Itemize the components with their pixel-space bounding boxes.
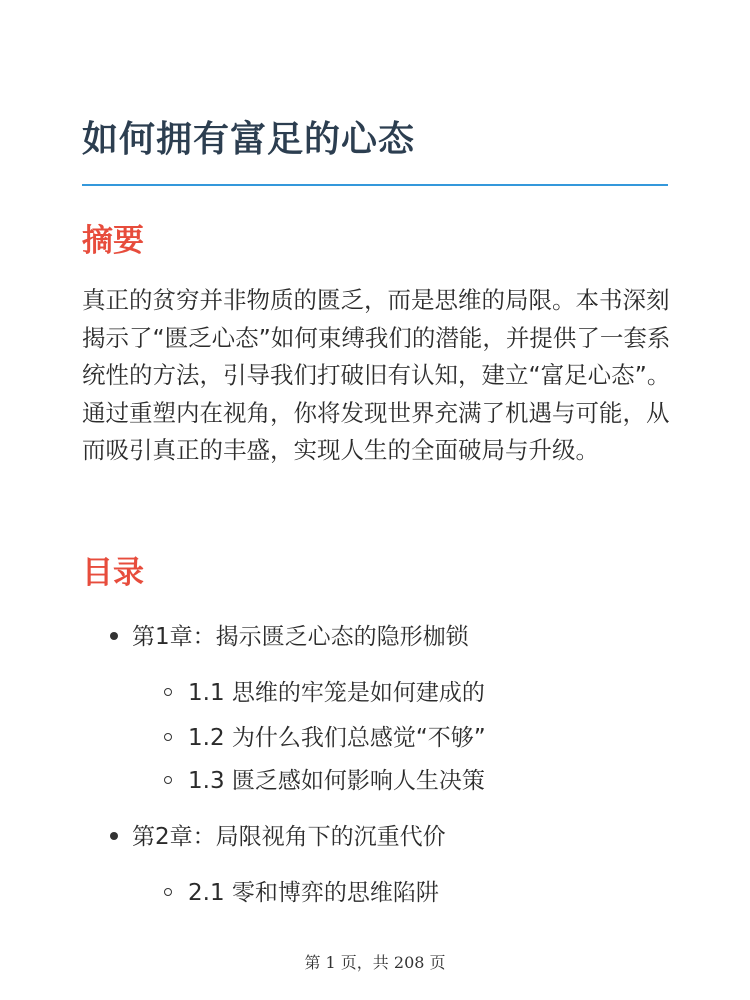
abstract-paragraph: 真正的贫穷并非物质的匮乏，而是思维的局限。本书深刻揭示了“匮乏心态”如何束缚我们的潜能，并提供了一套系统性的方法，引导我们打破旧有认知，建立“富足心态”。通过重塑内在视角，你将发现世界充满了机遇与可能，从而吸引真正的丰盛，实现人生的全面破局与升级。 [82,286,671,464]
toc-chapter-label: 第1章：揭示匮乏心态的隐形枷锁 [132,624,469,650]
toc-chapter-1 [110,620,469,654]
bullet-icon [110,832,118,840]
toc-section-label: 1.3 匮乏感如何影响人生决策 [188,768,485,794]
toc-section-1-2 [164,721,486,755]
toc-section-1-1 [164,676,485,710]
toc-section-1-3 [164,764,485,798]
toc-section-2-1 [164,876,439,910]
circle-bullet-icon [164,888,172,896]
toc-chapter-label: 第2章：局限视角下的沉重代价 [132,824,446,850]
toc-heading: 目录 [82,555,144,591]
toc-section-label: 1.1 思维的牢笼是如何建成的 [188,680,485,706]
toc-section-label: 2.1 零和博弈的思维陷阱 [188,880,439,906]
toc-section-label: 1.2 为什么我们总感觉“不够” [188,725,486,751]
title-divider [82,184,668,186]
abstract-heading: 摘要 [82,223,144,259]
circle-bullet-icon [164,776,172,784]
page-number-footer: 第 1 页，共 208 页 [304,953,446,972]
circle-bullet-icon [164,733,172,741]
document-title: 如何拥有富足的心态 [82,119,416,160]
circle-bullet-icon [164,688,172,696]
bullet-icon [110,632,118,640]
toc-chapter-2 [110,820,446,854]
